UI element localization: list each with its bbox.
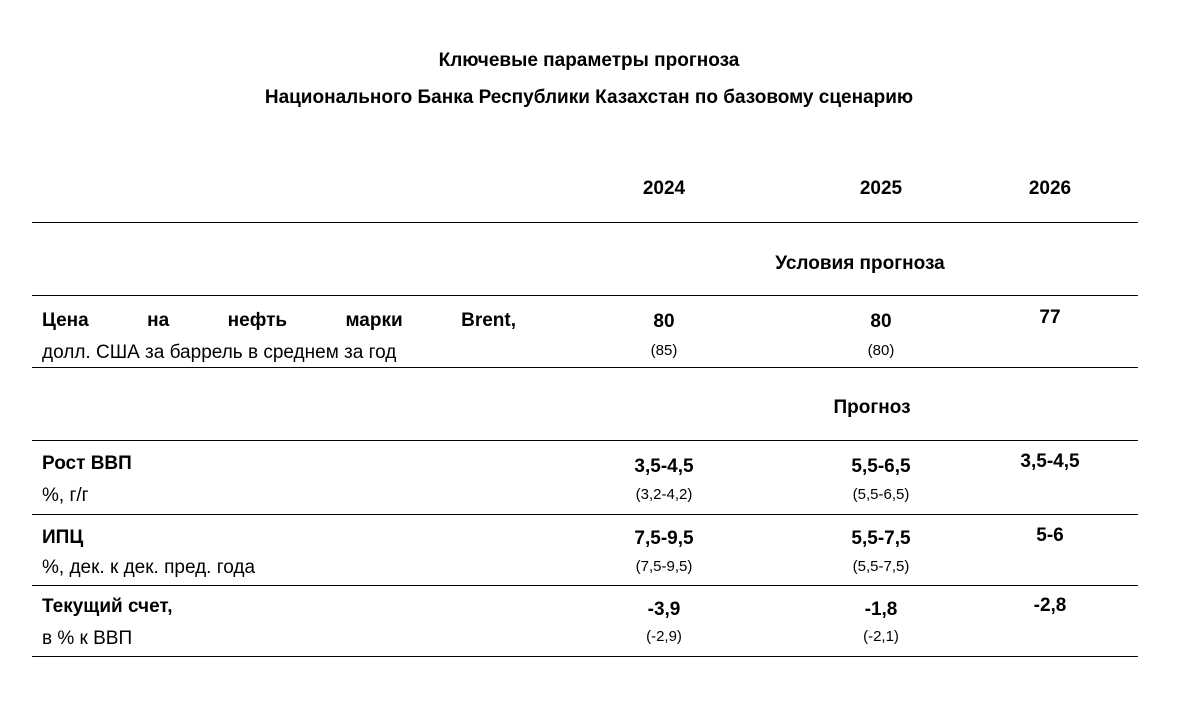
column-header-2024: 2024: [642, 178, 686, 199]
row-unit-current-account: в % к ВВП: [42, 628, 133, 649]
table-rule: [32, 585, 1138, 586]
value-current-account-2026: -2,8: [1033, 595, 1067, 616]
previous-brent-2024: (85): [650, 342, 678, 359]
table-rule: [32, 222, 1138, 223]
previous-gdp-2024: (3,2-4,2): [635, 486, 693, 503]
value-cpi-2026: 5-6: [1036, 525, 1064, 546]
previous-current-account-2025: (-2,1): [863, 628, 899, 645]
previous-brent-2025: (80): [867, 342, 895, 359]
value-cpi-2024: 7,5-9,5: [634, 528, 694, 549]
row-label-gdp-growth: Рост ВВП: [42, 453, 132, 474]
column-header-2025: 2025: [859, 178, 903, 199]
row-label-brent: Цена на нефть марки Brent,: [42, 310, 516, 331]
table-rule: [32, 656, 1138, 657]
document-title-line-1: Ключевые параметры прогноза: [438, 50, 740, 71]
value-gdp-2025: 5,5-6,5: [851, 456, 911, 477]
row-unit-gdp-growth: %, г/г: [42, 485, 89, 506]
section-heading-forecast: Прогноз: [833, 397, 911, 418]
section-heading-conditions: Условия прогноза: [775, 253, 945, 274]
row-unit-brent: долл. США за баррель в среднем за год: [42, 342, 397, 363]
document-title-line-2: Национального Банка Республики Казахстан по базовому сценарию: [264, 87, 914, 108]
row-label-current-account: Текущий счет,: [42, 596, 173, 617]
previous-cpi-2024: (7,5-9,5): [635, 558, 693, 575]
value-gdp-2026: 3,5-4,5: [1020, 451, 1080, 472]
value-current-account-2024: -3,9: [647, 599, 681, 620]
previous-current-account-2024: (-2,9): [646, 628, 682, 645]
row-label-cpi: ИПЦ: [42, 527, 84, 548]
value-brent-2025: 80: [870, 311, 892, 332]
previous-gdp-2025: (5,5-6,5): [852, 486, 910, 503]
row-unit-cpi: %, дек. к дек. пред. года: [42, 557, 256, 578]
table-rule: [32, 367, 1138, 368]
column-header-2026: 2026: [1028, 178, 1072, 199]
value-brent-2024: 80: [653, 311, 675, 332]
table-rule: [32, 295, 1138, 296]
value-current-account-2025: -1,8: [864, 599, 898, 620]
table-rule: [32, 440, 1138, 441]
value-gdp-2024: 3,5-4,5: [634, 456, 694, 477]
previous-cpi-2025: (5,5-7,5): [852, 558, 910, 575]
value-brent-2026: 77: [1039, 307, 1061, 328]
table-rule: [32, 514, 1138, 515]
value-cpi-2025: 5,5-7,5: [851, 528, 911, 549]
